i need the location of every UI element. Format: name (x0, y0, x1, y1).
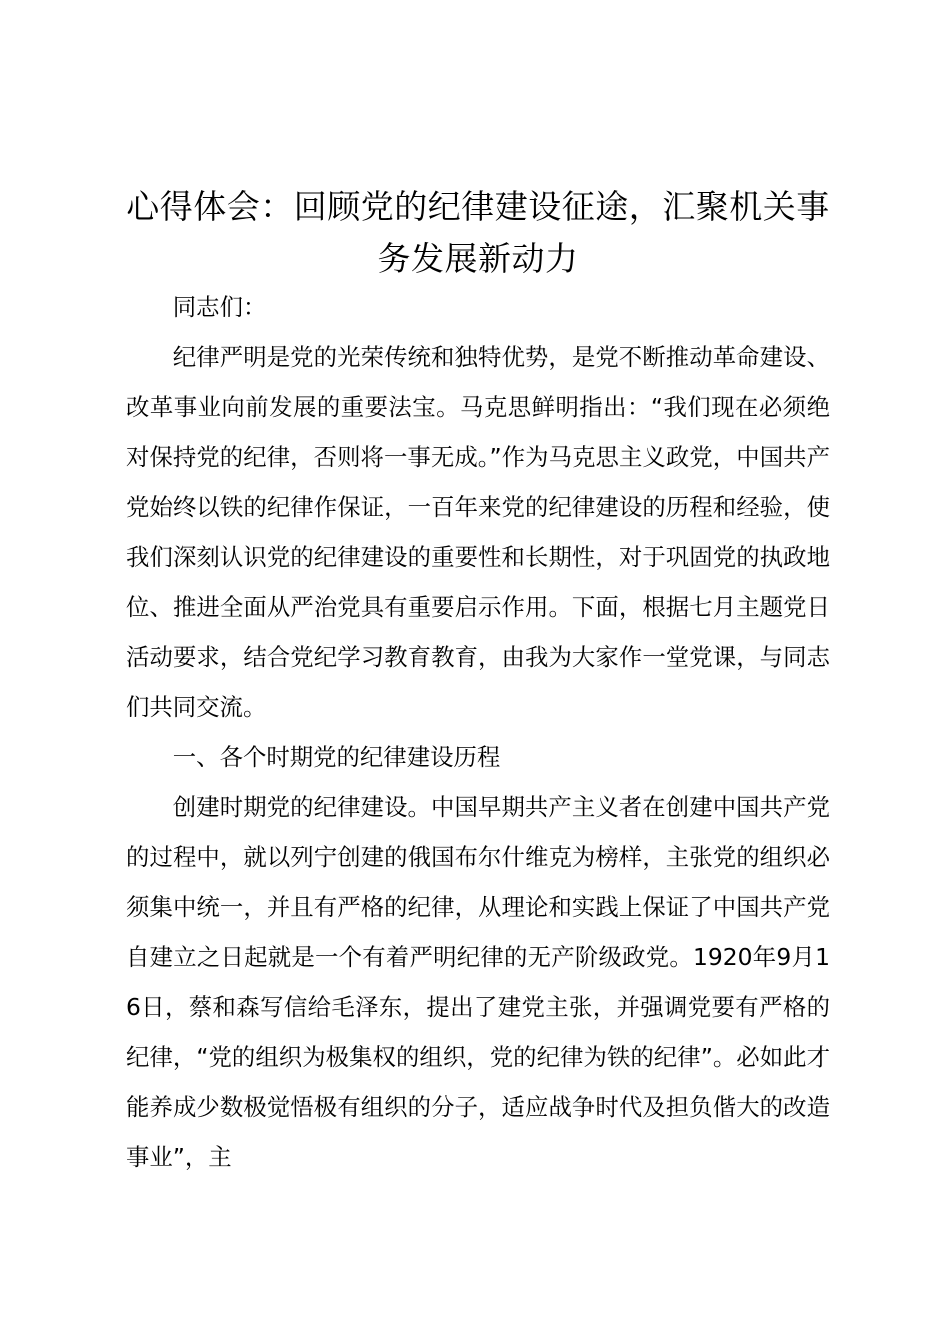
section-heading: 一、各个时期党的纪律建设历程 (172, 743, 501, 771)
document-body (126, 282, 830, 1182)
salutation: 同志们： (172, 293, 267, 321)
document-title: 心得体会：回顾党的纪律建设征途，汇聚机关事务发展新动力 (126, 187, 830, 278)
intro-paragraph: 纪律严明是党的光荣传统和独特优势，是党不断推动革命建设、改革事业向前发展的重要法宝。马克思鲜明指出：“我们现在必须绝对保持党的纪律，否则将一事无成。”作为马克思主义政党，中国共产党始终以铁的纪律作保证，一百年来党的纪律建设的历程和经验，使我们深刻认识党的纪律建设的重要性和长期性，对于巩固党的执政地位、推进全面从严治党具有重要启示作用。下面，根据七月主题党日活动要求，结合党纪学习教育教育，由我为大家作一堂党课，与同志们共同交流。 (126, 343, 830, 721)
section-paragraph: 创建时期党的纪律建设。中国早期共产主义者在创建中国共产党的过程中，就以列宁创建的俄国布尔什维克为榜样，主张党的组织必须集中统一，并且有严格的纪律，从理论和实践上保证了中国共产党自建立之日起就是一个有着严明纪律的无产阶级政党。1920年9月16日，蔡和森写信给毛泽东，提出了建党主张，并强调党要有严格的纪律，“党的组织为极集权的组织，党的纪律为铁的纪律”。必如此才能养成少数极觉悟极有组织的分子，适应战争时代及担负偕大的改造事业”，主 (126, 793, 830, 1171)
